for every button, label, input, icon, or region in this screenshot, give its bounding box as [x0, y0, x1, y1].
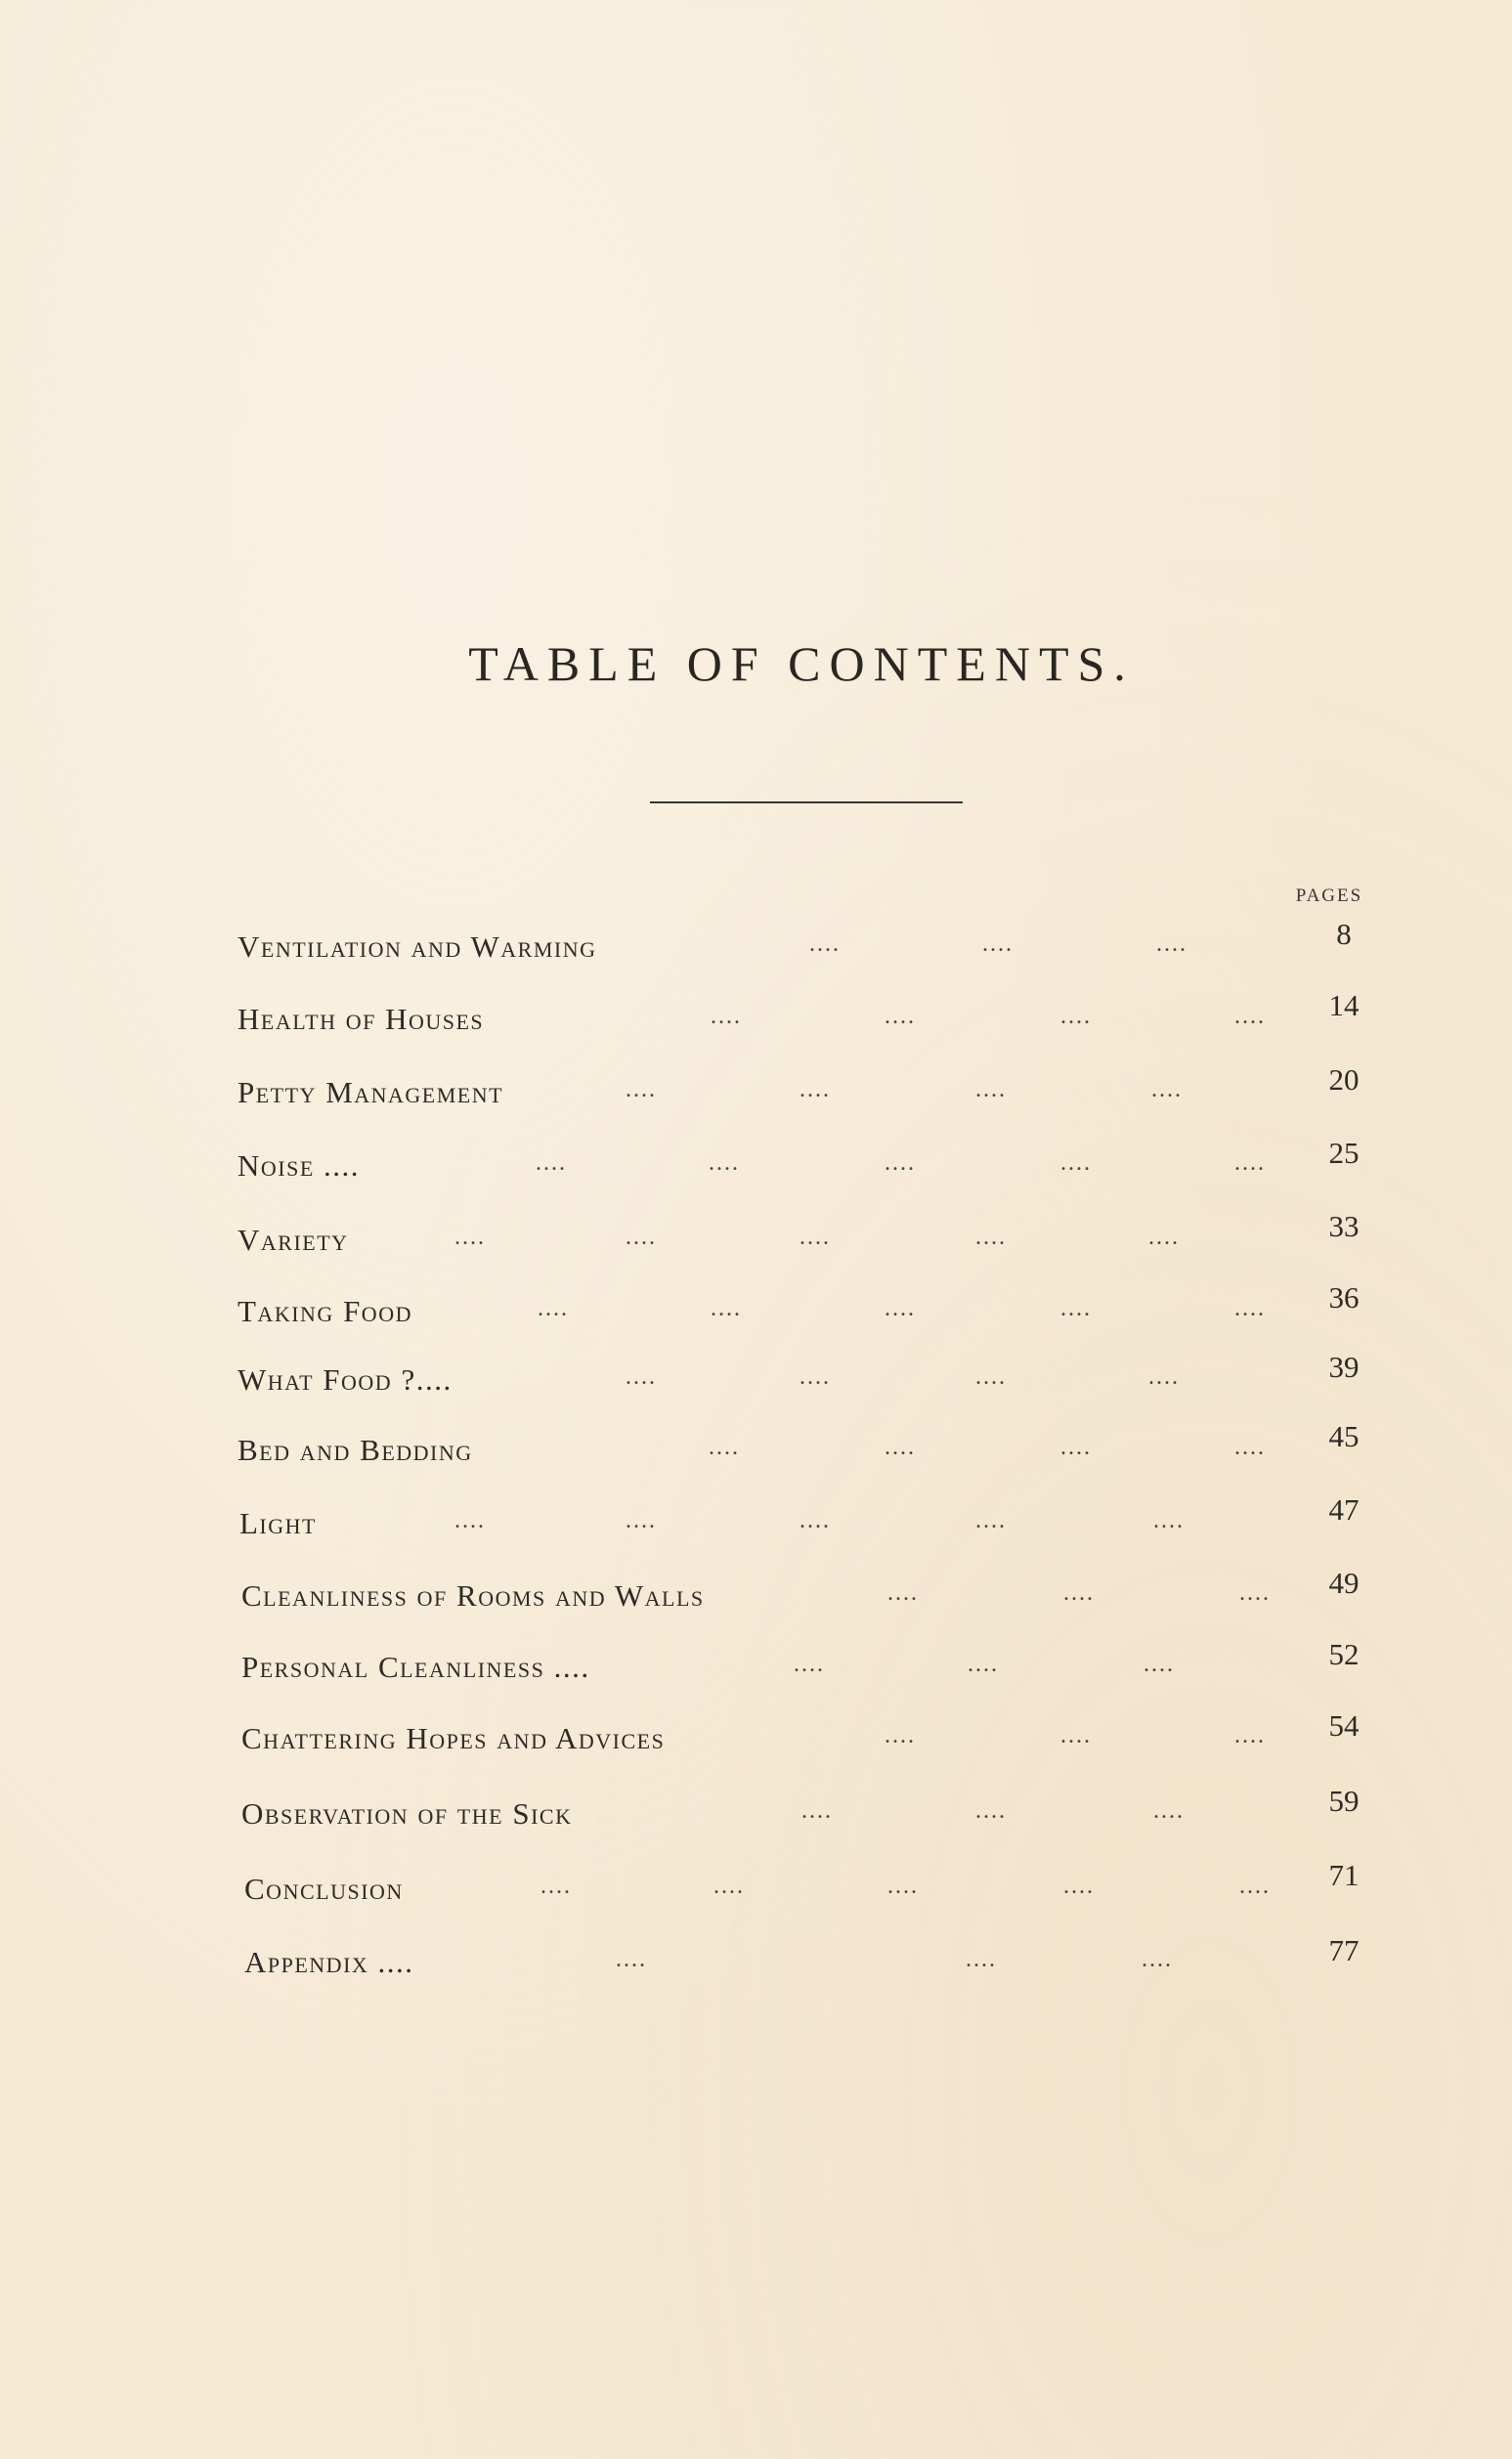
dot-leader: .... [1153, 1508, 1185, 1533]
dot-leader: .... [711, 1004, 742, 1029]
dot-leader: .... [799, 1077, 831, 1102]
dot-leader: .... [799, 1225, 831, 1250]
toc-entry [0, 1280, 1512, 1345]
dot-leader: .... [799, 1508, 831, 1533]
toc-entry-title: Cleanliness of Rooms and Walls [241, 1578, 705, 1613]
dot-leader: .... [1156, 931, 1188, 957]
dot-leader: .... [975, 1077, 1007, 1102]
dot-leader: .... [968, 1652, 999, 1677]
toc-entry-title: Ventilation and Warming [238, 929, 597, 964]
toc-entry-title: Taking Food [238, 1294, 412, 1328]
toc-entry [0, 1419, 1512, 1484]
dot-leader: .... [1234, 1435, 1266, 1460]
dot-leader: .... [1234, 1150, 1266, 1176]
dot-leader: .... [975, 1798, 1007, 1824]
toc-entry-title: Noise .... [238, 1148, 361, 1183]
toc-entry [0, 1858, 1512, 1922]
dot-leader: .... [1060, 1004, 1092, 1029]
toc-entry-page-number: 77 [1328, 1933, 1360, 1967]
dot-leader: .... [454, 1508, 486, 1533]
dot-leader: .... [982, 931, 1014, 957]
dot-leader: .... [885, 1723, 916, 1748]
toc-entry [0, 1637, 1512, 1701]
dot-leader: .... [1239, 1580, 1271, 1606]
dot-leader: .... [1239, 1874, 1271, 1899]
toc-entry [0, 1136, 1512, 1199]
toc-entry-title: Variety [238, 1223, 349, 1257]
dot-leader: .... [1060, 1435, 1092, 1460]
toc-entry-title: Health of Houses [238, 1002, 485, 1036]
toc-entry [0, 917, 1512, 980]
dot-leader: .... [1234, 1296, 1266, 1321]
toc-entry-page-number: 20 [1328, 1062, 1360, 1097]
dot-leader: .... [885, 1296, 916, 1321]
toc-entry [0, 1933, 1512, 1996]
toc-entry-page-number: 59 [1328, 1784, 1360, 1818]
dot-leader: .... [626, 1225, 657, 1250]
dot-leader: .... [1234, 1723, 1266, 1748]
toc-entry-title: Appendix .... [244, 1945, 414, 1979]
dot-leader: .... [709, 1435, 740, 1460]
dot-leader: .... [1144, 1652, 1175, 1677]
page-title: TABLE OF CONTENTS. [468, 636, 1135, 691]
dot-leader: .... [885, 1150, 916, 1176]
toc-entry [0, 1492, 1512, 1557]
toc-entry-title: Bed and Bedding [238, 1433, 473, 1467]
dot-leader: .... [711, 1296, 742, 1321]
dot-leader: .... [887, 1580, 919, 1606]
toc-entry-page-number: 39 [1328, 1350, 1360, 1384]
toc-entry [0, 1062, 1512, 1126]
pages-column-heading: PAGES [1295, 885, 1363, 906]
dot-leader: .... [1142, 1947, 1173, 1972]
toc-entry-title: Petty Management [238, 1075, 504, 1109]
dot-leader: .... [966, 1947, 997, 1972]
dot-leader: .... [626, 1364, 657, 1390]
dot-leader: .... [1151, 1077, 1183, 1102]
dot-leader: .... [1148, 1225, 1180, 1250]
toc-entry [0, 1708, 1512, 1772]
toc-entry [0, 1209, 1512, 1273]
dot-leader: .... [975, 1364, 1007, 1390]
toc-entry-title: Observation of the Sick [241, 1796, 573, 1831]
toc-entry [0, 1784, 1512, 1847]
dot-leader: .... [536, 1150, 567, 1176]
toc-entry-title: Light [239, 1506, 317, 1540]
dot-leader: .... [794, 1652, 825, 1677]
dot-leader: .... [1060, 1723, 1092, 1748]
dot-leader: .... [1063, 1874, 1095, 1899]
toc-entry-page-number: 47 [1328, 1492, 1360, 1527]
dot-leader: .... [885, 1004, 916, 1029]
toc-entry [0, 1566, 1512, 1629]
dot-leader: .... [540, 1874, 572, 1899]
toc-entry-page-number: 54 [1328, 1708, 1360, 1743]
toc-entry-page-number: 52 [1328, 1637, 1360, 1671]
dot-leader: .... [801, 1798, 833, 1824]
toc-entry [0, 1350, 1512, 1413]
toc-entry-page-number: 14 [1328, 988, 1360, 1022]
dot-leader: .... [1234, 1004, 1266, 1029]
toc-entry-page-number: 49 [1328, 1566, 1360, 1600]
dot-leader: .... [975, 1225, 1007, 1250]
dot-leader: .... [1060, 1150, 1092, 1176]
toc-entry-title: What Food ?.... [238, 1362, 453, 1397]
toc-entry-page-number: 71 [1328, 1858, 1360, 1892]
toc-entry-page-number: 45 [1328, 1419, 1360, 1453]
dot-leader: .... [616, 1947, 647, 1972]
dot-leader: .... [1063, 1580, 1095, 1606]
dot-leader: .... [887, 1874, 919, 1899]
dot-leader: .... [1153, 1798, 1185, 1824]
title-rule [650, 801, 963, 803]
toc-entry-page-number: 25 [1328, 1136, 1360, 1170]
dot-leader: .... [1060, 1296, 1092, 1321]
toc-entry-title: Conclusion [244, 1872, 404, 1906]
dot-leader: .... [626, 1508, 657, 1533]
dot-leader: .... [799, 1364, 831, 1390]
dot-leader: .... [885, 1435, 916, 1460]
dot-leader: .... [538, 1296, 569, 1321]
dot-leader: .... [626, 1077, 657, 1102]
dot-leader: .... [454, 1225, 486, 1250]
dot-leader: .... [809, 931, 841, 957]
dot-leader: .... [1148, 1364, 1180, 1390]
toc-entry-title: Personal Cleanliness .... [241, 1650, 590, 1684]
toc-entry [0, 988, 1512, 1053]
dot-leader: .... [975, 1508, 1007, 1533]
toc-entry-page-number: 33 [1328, 1209, 1360, 1243]
toc-entry-title: Chattering Hopes and Advices [241, 1721, 666, 1755]
dot-leader: .... [713, 1874, 745, 1899]
toc-entry-page-number: 8 [1336, 917, 1352, 951]
dot-leader: .... [709, 1150, 740, 1176]
toc-entry-page-number: 36 [1328, 1280, 1360, 1315]
